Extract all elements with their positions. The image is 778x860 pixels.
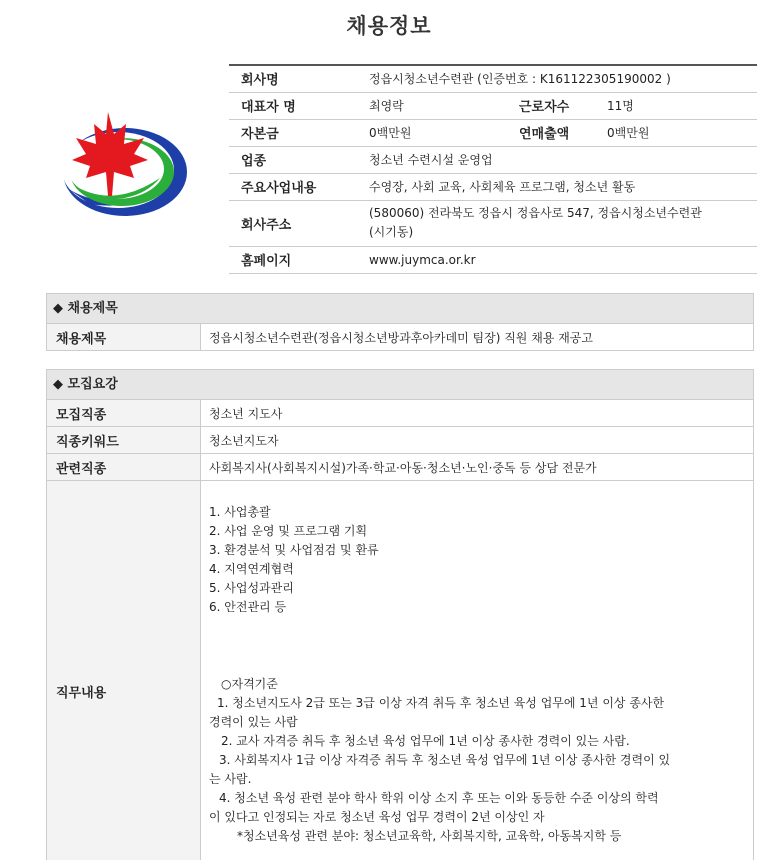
job-value: 청소년 지도사 <box>209 406 283 421</box>
sales-label: 연매출액 <box>515 119 595 146</box>
related-value: 사회복지사(사회복지시설)가족·학교·아동·청소년·노인·중독 등 상담 전문가 <box>209 460 597 475</box>
requirements-section <box>46 369 754 860</box>
company-name-value: 정읍시청소년수련관 (인증번호 : K161122305190002 ) <box>357 65 757 92</box>
address-line-1: (580060) 전라북도 정읍시 정읍사로 547, 정읍시청소년수련관 <box>369 206 702 220</box>
industry-value: 청소년 수련시설 운영업 <box>357 146 757 173</box>
qualification-heading: ○자격기준 <box>221 677 278 691</box>
capital-label: 자본금 <box>229 119 357 146</box>
ceo-label: 대표자 명 <box>229 92 357 119</box>
page-title: 채용정보 <box>346 14 432 38</box>
address-line-2: (시기동) <box>369 225 414 239</box>
duty-item: 4. 지역연계협력 <box>209 562 294 576</box>
duty-label: 직무내용 <box>47 481 201 860</box>
qualification-item: 경력이 있는 사람 <box>209 715 298 729</box>
workers-value: 11명 <box>595 92 757 119</box>
company-logo <box>50 100 190 230</box>
requirements-heading: ◆ 모집요강 <box>47 370 753 400</box>
duty-item: 5. 사업성과관리 <box>209 581 294 595</box>
recruit-title-label: 채용제목 <box>47 324 201 350</box>
duty-item: 1. 사업총괄 <box>209 505 271 519</box>
qualification-item: 3. 사회복지사 1급 이상 자격증 취득 후 청소년 육성 업무에 1년 이상 종사한 경력이 있 <box>219 753 671 767</box>
duty-item: 6. 안전관리 등 <box>209 600 287 614</box>
related-label: 관련직종 <box>47 454 201 480</box>
qualification-item: 이 있다고 인정되는 자로 청소년 육성 업무 경력이 2년 이상인 자 <box>209 810 545 824</box>
business-value: 수영장, 사회 교육, 사회체육 프로그램, 청소년 활동 <box>357 173 757 200</box>
workers-label: 근로자수 <box>515 92 595 119</box>
qualification-item: 는 사람. <box>209 772 252 786</box>
qualification-item: 1. 청소년지도사 2급 또는 3급 이상 자격 취득 후 청소년 육성 업무에 1년 이상 종사한 <box>217 696 665 710</box>
job-label: 모집직종 <box>47 400 201 426</box>
company-name-label: 회사명 <box>229 65 357 92</box>
company-info-table <box>229 64 757 274</box>
address-label: 회사주소 <box>229 200 357 246</box>
keyword-label: 직종키워드 <box>47 427 201 453</box>
business-label: 주요사업내용 <box>229 173 357 200</box>
capital-value: 0백만원 <box>357 119 515 146</box>
duty-item: 3. 환경분석 및 사업점검 및 환류 <box>209 543 379 557</box>
industry-label: 업종 <box>229 146 357 173</box>
duty-item: 2. 사업 운영 및 프로그램 기획 <box>209 524 368 538</box>
recruit-title-value: 정읍시청소년수련관(정읍시청소년방과후아카데미 팀장) 직원 채용 재공고 <box>209 330 593 345</box>
ceo-value: 최영락 <box>357 92 515 119</box>
sales-value: 0백만원 <box>595 119 757 146</box>
homepage-label: 홈페이지 <box>229 246 357 273</box>
homepage-link[interactable]: www.juymca.or.kr <box>357 246 757 273</box>
qualification-item: 4. 청소년 육성 관련 분야 학사 학위 이상 소지 후 또는 이와 동등한 수준 이상의 학력 <box>219 791 659 805</box>
qualification-item: 2. 교사 자격증 취득 후 청소년 육성 업무에 1년 이상 종사한 경력이 있는 사람. <box>221 734 630 748</box>
recruit-title-section <box>46 293 754 351</box>
keyword-value: 청소년지도자 <box>209 433 279 448</box>
recruit-title-heading: ◆ 채용제목 <box>47 294 753 324</box>
duty-content <box>201 481 753 860</box>
qualification-note: *청소년육성 관련 분야: 청소년교육학, 사회복지학, 교육학, 아동복지학 등 <box>237 829 622 843</box>
